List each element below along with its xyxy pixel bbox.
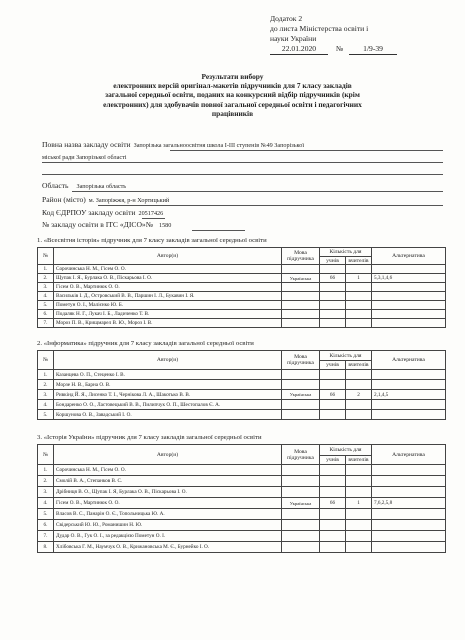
row-students (320, 380, 346, 390)
row-number: 5. (38, 301, 54, 310)
row-language (282, 520, 320, 531)
row-language (282, 410, 320, 420)
row-language: Українська (282, 498, 320, 509)
table-row (38, 400, 446, 410)
document-title (0, 72, 465, 118)
row-students: 66 (320, 390, 346, 400)
row-author: Дрібниця В. О., Щупак І. Я, Бурлака О. В., Піскарьова І. О. (54, 487, 282, 498)
row-language (282, 310, 320, 319)
row-number: 4. (38, 498, 54, 509)
row-students (320, 301, 346, 310)
row-language (282, 292, 320, 301)
row-teachers (346, 310, 372, 319)
row-teachers (346, 410, 372, 420)
row-alternative (372, 370, 446, 380)
table-row (38, 465, 446, 476)
row-alternative (372, 319, 446, 328)
annex-block (270, 14, 397, 55)
row-language: Українська (282, 390, 320, 400)
table-row (38, 292, 446, 301)
table-row (38, 520, 446, 531)
row-number: 5. (38, 410, 54, 420)
school-name-underline-2 (42, 162, 443, 163)
table-row (38, 370, 446, 380)
title-line-2: електронних версій оригінал-макетів підручників для 7 класу закладів (113, 81, 352, 91)
row-language (282, 283, 320, 292)
row-alternative (372, 465, 446, 476)
table-row (38, 542, 446, 553)
row-alternative (372, 531, 446, 542)
row-students (320, 542, 346, 553)
header-qty: Кількість для (320, 248, 372, 257)
annex-date-line (270, 44, 397, 55)
row-number: 3. (38, 487, 54, 498)
header-author: Автор(и) (54, 351, 282, 370)
row-students (320, 520, 346, 531)
row-number: 3. (38, 283, 54, 292)
row-alternative (372, 542, 446, 553)
row-author: Сорочинська Н. М., Гісем О. О. (54, 465, 282, 476)
table-row (38, 509, 446, 520)
row-alternative (372, 292, 446, 301)
section-3-heading: 3. «Історія України» підручник для 7 класу закладів загальної середньої освіти (37, 434, 262, 441)
section-1-table (37, 247, 446, 328)
header-lang: Мова підручника (282, 248, 320, 265)
row-students (320, 283, 346, 292)
annex-line-1: Додаток 2 (270, 14, 303, 23)
row-students (320, 265, 346, 274)
row-author: Щупак І. Я., Бурлака О. В., Піскарьова І. О. (54, 274, 282, 283)
row-alternative: 5,3,1,4,6 (372, 274, 446, 283)
row-author: Подаляк Н. Г., Лукач І. Б., Ладиченко Т. В. (54, 310, 282, 319)
itc-underline (192, 230, 245, 231)
row-teachers (346, 380, 372, 390)
row-students (320, 400, 346, 410)
district-underline (98, 205, 443, 206)
row-number: 8. (38, 542, 54, 553)
row-teachers (346, 283, 372, 292)
row-language (282, 265, 320, 274)
row-language (282, 509, 320, 520)
row-author: Ривкінд Й. Я., Лисенко Т. І., Чернікова Л. А., Шакотько В. В. (54, 390, 282, 400)
row-language (282, 400, 320, 410)
district-value: м. Запоріжжя, р-н Хортицький (88, 197, 170, 204)
row-students (320, 410, 346, 420)
region-field (42, 181, 126, 190)
row-number: 7. (38, 531, 54, 542)
row-students (320, 310, 346, 319)
row-author: Васильків І. Д., Островський В. В., Паршин І. Л., Букавин І. Я. (54, 292, 282, 301)
row-teachers (346, 370, 372, 380)
title-line-3: загальної середньої освіти, поданих на конкурсний відбір підручників (крім (105, 90, 360, 100)
edrpou-value: 20517426 (138, 210, 164, 217)
row-author: Хлібовська Г. М., Наумчук О. В., Крижановська М. Є., Бурнейко І. О. (54, 542, 282, 553)
section-3-table (37, 444, 446, 553)
row-students (320, 465, 346, 476)
header-teachers: вчителів (346, 456, 372, 465)
edrpou-label: Код ЄДРПОУ закладу освіти (42, 208, 136, 217)
table-row (38, 410, 446, 420)
annex-number: 1/9-39 (349, 44, 397, 55)
table-row (38, 498, 446, 509)
row-number: 1. (38, 370, 54, 380)
row-author: Бондаренко О. О., Ластовецький В. В., Пилипчук О. П., Шестопалов Є. А. (54, 400, 282, 410)
row-teachers (346, 465, 372, 476)
row-number: 6. (38, 310, 54, 319)
district-label: Район (місто) (42, 195, 86, 204)
row-author: Мороз П. В., Крищмарел В. Ю., Мороз І. В. (54, 319, 282, 328)
table-row (38, 380, 446, 390)
row-language (282, 370, 320, 380)
region-underline (72, 191, 443, 192)
row-alternative (372, 301, 446, 310)
row-teachers: 1 (346, 274, 372, 283)
row-language (282, 542, 320, 553)
row-language (282, 301, 320, 310)
school-name-value: Запорізька загальноосвітня школа І-ІІІ ступенів №49 Запорізької (133, 142, 305, 149)
row-alternative (372, 380, 446, 390)
table-row (38, 390, 446, 400)
region-label: Область (42, 181, 69, 190)
header-qty: Кількість для (320, 351, 372, 361)
row-language (282, 380, 320, 390)
table-row (38, 265, 446, 274)
header-teachers: вчителів (346, 361, 372, 370)
row-author: Гісем О. В., Мартинюк О. О. (54, 498, 282, 509)
row-students (320, 476, 346, 487)
school-name-label: Повна назва закладу освіти (42, 140, 131, 149)
row-author: Свідерський Ю. Ю., Романишин Н. Ю. (54, 520, 282, 531)
row-teachers (346, 509, 372, 520)
row-author: Морзе Н. В., Барна О. В. (54, 380, 282, 390)
table-row (38, 283, 446, 292)
row-number: 4. (38, 400, 54, 410)
row-teachers (346, 301, 372, 310)
row-teachers (346, 531, 372, 542)
row-alternative (372, 265, 446, 274)
row-students (320, 531, 346, 542)
row-language (282, 531, 320, 542)
header-alt: Альтернатива (372, 351, 446, 370)
section-2-table (37, 350, 446, 420)
row-alternative: 7,6,2,5,8 (372, 498, 446, 509)
region-value: Запорізька область (76, 183, 127, 190)
header-author: Автор(и) (54, 248, 282, 265)
school-name-value-2: міської ради Запорізької області (42, 154, 127, 161)
row-students: 66 (320, 498, 346, 509)
row-number: 1. (38, 465, 54, 476)
row-teachers (346, 520, 372, 531)
row-language (282, 487, 320, 498)
row-language (282, 465, 320, 476)
header-teachers: вчителів (346, 257, 372, 265)
itc-label: № закладу освіти в ІТС «ДІСО»№ (42, 220, 153, 229)
row-author: Гісем О. В., Мартинюк О. О. (54, 283, 282, 292)
section-1-heading: 1. «Всесвітня історія» підручник для 7 класу закладів загальної середньої освіти (37, 237, 267, 244)
table-row (38, 301, 446, 310)
row-number: 7. (38, 319, 54, 328)
row-alternative (372, 410, 446, 420)
row-teachers (346, 292, 372, 301)
row-teachers: 2 (346, 390, 372, 400)
row-teachers (346, 265, 372, 274)
table-row (38, 476, 446, 487)
row-author: Пометун О. І., Малієнко Ю. Б. (54, 301, 282, 310)
school-name-field (42, 140, 304, 149)
row-author: Смолій В. А., Степанков В. С. (54, 476, 282, 487)
table-row (38, 531, 446, 542)
row-number: 2. (38, 476, 54, 487)
row-language (282, 319, 320, 328)
row-students: 66 (320, 274, 346, 283)
row-author: Коршунова О. В., Завадський І. О. (54, 410, 282, 420)
row-author: Сорочинська Н. М., Гісем О. О. (54, 265, 282, 274)
header-num: № (38, 351, 54, 370)
row-alternative (372, 476, 446, 487)
school-name-underline (170, 150, 443, 151)
title-line-1: Результати вибору (201, 72, 264, 81)
row-students (320, 292, 346, 301)
row-number: 1. (38, 265, 54, 274)
row-alternative (372, 310, 446, 319)
header-alt: Альтернатива (372, 248, 446, 265)
row-teachers (346, 400, 372, 410)
row-language (282, 476, 320, 487)
row-teachers (346, 476, 372, 487)
edrpou-field (42, 208, 163, 217)
row-alternative: 2,1,4,5 (372, 390, 446, 400)
annex-line-3: науки України (270, 34, 317, 43)
title-line-5: працівників (211, 108, 254, 118)
edrpou-underline (142, 218, 165, 219)
row-teachers (346, 542, 372, 553)
district-field (42, 195, 169, 204)
title-line-4: електронних) для здобувачів повної загальної середньої освіти і педагогічних (103, 99, 362, 109)
table-row (38, 487, 446, 498)
row-number: 5. (38, 509, 54, 520)
row-students (320, 487, 346, 498)
row-alternative (372, 283, 446, 292)
row-number: 6. (38, 520, 54, 531)
school-name-field-cont (42, 152, 127, 161)
row-author: Дудар О. В., Гук О. І., за редакцією Пометун О. І. (54, 531, 282, 542)
table-row (38, 274, 446, 283)
row-teachers: 1 (346, 498, 372, 509)
header-lang: Мова підручника (282, 445, 320, 465)
header-lang: Мова підручника (282, 351, 320, 370)
annex-number-label: № (335, 44, 344, 53)
row-teachers (346, 487, 372, 498)
row-students (320, 370, 346, 380)
header-students: учнів (320, 361, 346, 370)
row-language: Українська (282, 274, 320, 283)
header-author: Автор(и) (54, 445, 282, 465)
header-students: учнів (320, 456, 346, 465)
row-alternative (372, 509, 446, 520)
annex-line-2: до листа Міністерства освіти і (270, 24, 369, 33)
row-number: 2. (38, 274, 54, 283)
row-author: Казанцева О. П., Стеценко І. В. (54, 370, 282, 380)
row-students (320, 319, 346, 328)
header-qty: Кількість для (320, 445, 372, 456)
annex-date: 22.01.2020 (270, 44, 328, 55)
row-alternative (372, 520, 446, 531)
row-alternative (372, 487, 446, 498)
header-num: № (38, 248, 54, 265)
blank-underline (42, 174, 443, 175)
section-2-heading: 2. «Інформатика» підручник для 7 класу закладів загальної середньої освіти (37, 340, 254, 347)
itc-field (42, 220, 171, 229)
table-row (38, 310, 446, 319)
table-row (38, 319, 446, 328)
row-number: 2. (38, 380, 54, 390)
row-number: 3. (38, 390, 54, 400)
row-alternative (372, 400, 446, 410)
row-students (320, 509, 346, 520)
header-students: учнів (320, 257, 346, 265)
row-teachers (346, 319, 372, 328)
header-alt: Альтернатива (372, 445, 446, 465)
itc-value: 1580 (158, 222, 172, 229)
header-num: № (38, 445, 54, 465)
row-number: 4. (38, 292, 54, 301)
row-author: Власов В. С., Панарін О. Є., Топольницька Ю. А. (54, 509, 282, 520)
